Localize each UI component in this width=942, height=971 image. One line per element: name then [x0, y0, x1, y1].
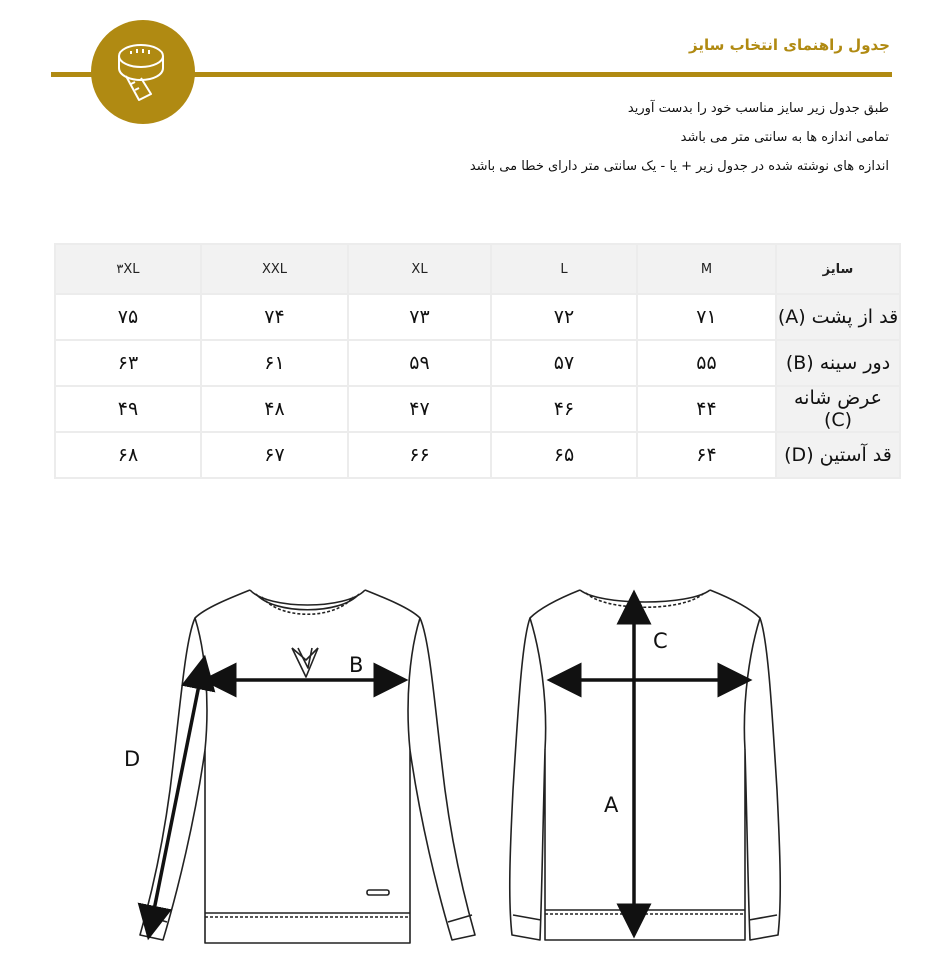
- row-label: دور سینه (B): [776, 340, 900, 386]
- intro-text: [470, 94, 889, 181]
- table-cell: ۴۹: [55, 386, 201, 432]
- intro-line: اندازه های نوشته شده در جدول زیر + یا - یک سانتی متر دارای خطا می باشد: [469, 159, 889, 174]
- table-row: [55, 340, 900, 386]
- tape-badge: [91, 20, 195, 124]
- table-cell: ۶۱: [201, 340, 348, 386]
- table-cell: ۷۱: [637, 294, 776, 340]
- sweatshirt-back: [510, 590, 780, 940]
- table-cell: ۶۷: [201, 432, 348, 478]
- label-c: C: [653, 629, 668, 653]
- size-header: XXL: [201, 244, 348, 294]
- label-a: A: [604, 793, 619, 817]
- row-label: قد آستین (D): [776, 432, 900, 478]
- table-cell: ۴۴: [637, 386, 776, 432]
- table-row: [55, 294, 900, 340]
- measuring-tape-icon: [91, 20, 195, 124]
- sweatshirt-diagram: [0, 560, 942, 960]
- size-header-label: سایز: [776, 244, 900, 294]
- label-d: D: [124, 747, 141, 771]
- table-cell: ۵۹: [348, 340, 491, 386]
- label-b: B: [349, 653, 364, 677]
- intro-line: طبق جدول زیر سایز مناسب خود را بدست آورید: [627, 101, 889, 116]
- row-label: قد از پشت (A): [776, 294, 900, 340]
- size-header: M: [637, 244, 776, 294]
- table-cell: ۶۴: [637, 432, 776, 478]
- table-cell: ۷۳: [348, 294, 491, 340]
- table-cell: ۶۶: [348, 432, 491, 478]
- table-cell: ۴۷: [348, 386, 491, 432]
- size-table: [54, 243, 901, 479]
- size-header: ۳XL: [55, 244, 201, 294]
- table-row: [55, 386, 900, 432]
- table-row: [55, 432, 900, 478]
- sweatshirt-front: [140, 590, 475, 943]
- size-header: XL: [348, 244, 491, 294]
- table-cell: ۵۵: [637, 340, 776, 386]
- table-cell: ۶۵: [491, 432, 637, 478]
- table-cell: ۶۳: [55, 340, 201, 386]
- table-header-row: [55, 244, 900, 294]
- table-cell: ۶۸: [55, 432, 201, 478]
- table-cell: ۴۶: [491, 386, 637, 432]
- intro-line: تمامی اندازه ها به سانتی متر می باشد: [680, 130, 889, 145]
- table-cell: ۷۵: [55, 294, 201, 340]
- table-cell: ۴۸: [201, 386, 348, 432]
- size-header: L: [491, 244, 637, 294]
- table-cell: ۵۷: [491, 340, 637, 386]
- table-cell: ۷۲: [491, 294, 637, 340]
- table-cell: ۷۴: [201, 294, 348, 340]
- row-label: عرض شانه (C): [776, 386, 900, 432]
- page-title: جدول راهنمای انتخاب سایز: [689, 36, 890, 54]
